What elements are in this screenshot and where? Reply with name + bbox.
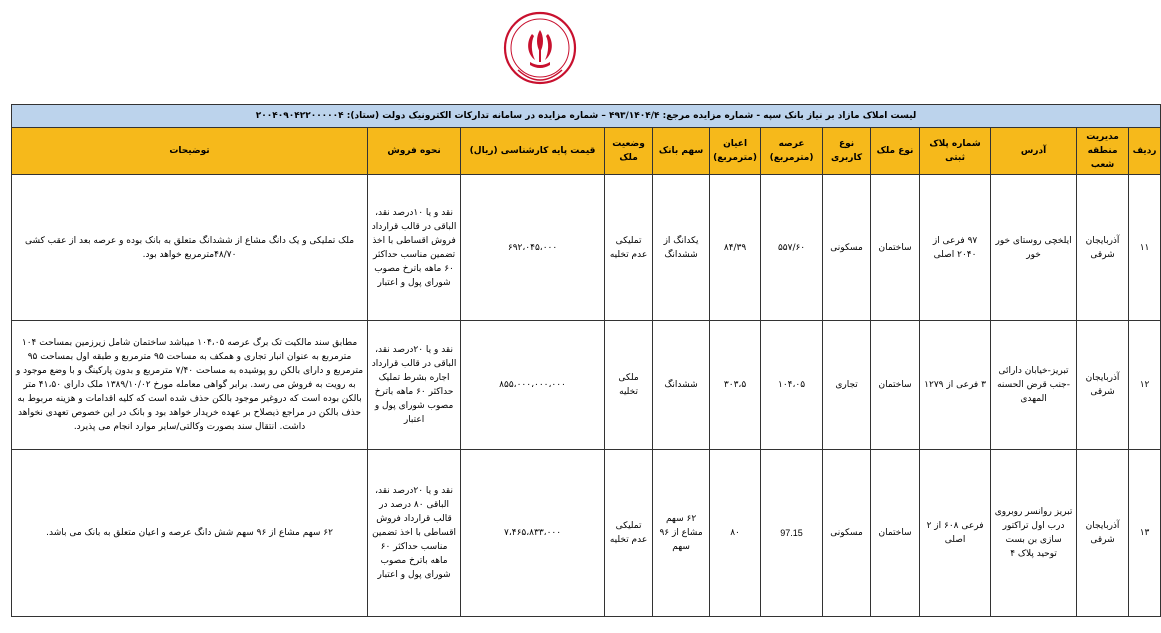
- cell-usage: مسکونی: [823, 175, 871, 321]
- header-row-no: ردیف: [1129, 128, 1161, 175]
- header-plaque: شماره پلاک ثبتی: [920, 128, 991, 175]
- table-title-row: [12, 105, 1161, 128]
- table-row: [12, 175, 1161, 321]
- cell-address: تبریز روانسر روبروی درب اول تراکتور سازی بن بست توحید پلاک ۴: [991, 450, 1077, 617]
- cell-plaque: ۹۷ فرعی از ۲۰۴۰ اصلی: [920, 175, 991, 321]
- cell-ownership: تملیکی عدم تخلیه: [605, 175, 653, 321]
- header-land-area: عرصه (مترمربع): [761, 128, 823, 175]
- cell-base-price: ۶۹۲،۰۴۵،۰۰۰: [461, 175, 605, 321]
- bank-sepah-logo: [502, 8, 578, 94]
- cell-row-no: ۱۳: [1129, 450, 1161, 617]
- cell-base-price: ۷،۴۶۵،۸۳۳،۰۰۰: [461, 450, 605, 617]
- cell-property-type: ساختمان: [871, 321, 920, 450]
- cell-building-area: ۸۴/۳۹: [710, 175, 761, 321]
- cell-sale-method: نقد و یا ۱۰درصد نقد، الباقی در قالب قرارداد فروش اقساطی با اخذ تضمین مناسب حداکثر ۶۰ ماهه باترخ مصوب شورای پول و اعتبار: [368, 175, 461, 321]
- cell-building-area: ۸۰: [710, 450, 761, 617]
- table-title: لیست املاک مازاد بر نیاز بانک سپه - شماره مزایده مرجع: ۴۹۳/۱۴۰۴/۴ – شماره مزایده در سامانه تدارکات الکترونیک دولت (ستاد): ۲۰۰۴۰۹۰۴۲۲۰۰۰۰۰۴: [12, 105, 1161, 128]
- cell-description: ۶۲ سهم مشاع از ۹۶ سهم شش دانگ عرصه و اعیان متعلق به بانک می باشد.: [12, 450, 368, 617]
- header-usage: نوع کاربری: [823, 128, 871, 175]
- header-base-price: قیمت پایه کارشناسی (ریال): [461, 128, 605, 175]
- cell-bank-share: یکدانگ از ششدانگ: [653, 175, 710, 321]
- cell-plaque: فرعی ۶۰۸ از ۲ اصلی: [920, 450, 991, 617]
- cell-plaque: ۳ فرعی از ۱۲۷۹: [920, 321, 991, 450]
- cell-description: ملک تملیکی و یک دانگ مشاع از ششدانگ متعلق به بانک بوده و عرصه بعد از عقب کشی ۴۸/۷۰مترمربع خواهد بود.: [12, 175, 368, 321]
- cell-region: آذربایجان شرقی: [1077, 321, 1129, 450]
- cell-property-type: ساختمان: [871, 450, 920, 617]
- auction-table-container: [11, 104, 1157, 617]
- cell-usage: تجاری: [823, 321, 871, 450]
- cell-usage: مسکونی: [823, 450, 871, 617]
- cell-address: ایلخچی روستای خور خور: [991, 175, 1077, 321]
- cell-region: آذربایجان شرقی: [1077, 175, 1129, 321]
- cell-land-area: ۵۵۷/۶۰: [761, 175, 823, 321]
- cell-bank-share: ششدانگ: [653, 321, 710, 450]
- cell-land-area: ۱۰۴،۰۵: [761, 321, 823, 450]
- cell-property-type: ساختمان: [871, 175, 920, 321]
- header-description: توضیحات: [12, 128, 368, 175]
- header-property-type: نوع ملک: [871, 128, 920, 175]
- header-address: آدرس: [991, 128, 1077, 175]
- table-header-row: [12, 128, 1161, 175]
- cell-ownership: ملکی تخلیه: [605, 321, 653, 450]
- header-sale-method: نحوه فروش: [368, 128, 461, 175]
- table-row: [12, 450, 1161, 617]
- table-row: [12, 321, 1161, 450]
- cell-base-price: ۸۵۵،۰۰۰،۰۰۰،۰۰۰: [461, 321, 605, 450]
- cell-sale-method: نقد و یا ۲۰درصد نقد، الباقی ۸۰ درصد در قالب قرارداد فروش اقساطی با اخذ تضمین مناسب حداکثر ۶۰ ماهه باترخ مصوب شورای پول و اعتبار: [368, 450, 461, 617]
- cell-description: مطابق سند مالکیت تک برگ عرصه ۱۰۴،۰۵ میباشد ساختمان شامل زیرزمین بمساحت ۱۰۴ مترمربع به عنوان انبار تجاری و همکف به مساحت ۹۵ مترمربع و طبقه اول بمساحت ۹۵ مترمربع و دارای بالکن رو پوشیده به مساحت ۷/۴۰ مترمربع و بدون پارکینگ و با وضع موجود و به رویت به فروش می رسد. برابر گواهی معامله مورخ ۱۳۸۹/۱۰/۰۲ ملک دارای ۴۱،۵۰ متر بالکن بوده است که دروغیر موجود بالکن حذف شده است که کلیه اقدامات و هزینه مربوط به حذف بالکن در مراجع ذیصلاح بر عهده خریدار خواهد بود و بانک در این خصوص تعهدی نخواهد داشت. انتقال سند بصورت وکالتی/سایر موارد انجام می پذیرد.: [12, 321, 368, 450]
- cell-building-area: ۳۰۳،۵: [710, 321, 761, 450]
- cell-row-no: ۱۲: [1129, 321, 1161, 450]
- cell-address: تبریز-خیابان دارائی -جنب قرض الحسنه المهدی: [991, 321, 1077, 450]
- header-bank-share: سهم بانک: [653, 128, 710, 175]
- auction-property-table: [11, 104, 1161, 617]
- cell-land-area: 97.15: [761, 450, 823, 617]
- cell-sale-method: نقد و یا ۲۰درصد نقد، الباقی در قالب قرارداد اجاره بشرط تملیک حداکثر ۶۰ ماهه باترخ مصوب شورای پول و اعتبار: [368, 321, 461, 450]
- cell-row-no: ۱۱: [1129, 175, 1161, 321]
- header-building-area: اعیان (مترمربع): [710, 128, 761, 175]
- cell-region: آذربایجان شرقی: [1077, 450, 1129, 617]
- header-ownership: وضعیت ملک: [605, 128, 653, 175]
- cell-bank-share: ۶۲ سهم مشاع از ۹۶ سهم: [653, 450, 710, 617]
- header-region: مدیریت منطقه شعب: [1077, 128, 1129, 175]
- cell-ownership: تملیکی عدم تخلیه: [605, 450, 653, 617]
